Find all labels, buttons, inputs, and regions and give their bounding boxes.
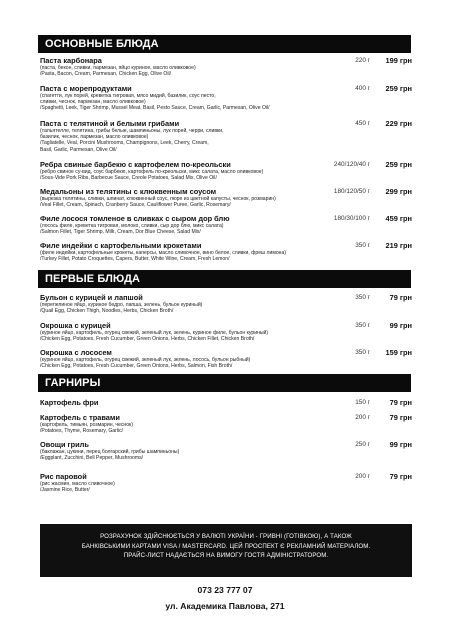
dish-desc-ru: (рис жасмин, масло сливочное): [40, 481, 115, 487]
dish-name: Паста карбонара: [40, 56, 102, 65]
dish-desc-en: /Tagliatelle, Veal, Porcini Mushrooms, Champignons, Leek, Cherry, Cream,: [40, 140, 209, 147]
dish-desc-en: /Chicken Egg, Potatoes, Fresh Cucumber, Green Onions, Herbs, Salmon, Fish Broth/: [40, 363, 233, 370]
menu-item: [40, 187, 412, 208]
dish-name: Паста с морепродуктами: [40, 84, 132, 93]
dish-desc-ru: (куриное яйцо, картофель, огурец свежий, зеленый лук, зелень, куриное филе, бульон куриный): [40, 330, 269, 336]
dish-weight: 200 г: [355, 414, 370, 421]
dish-name: Картофель фри: [40, 398, 99, 407]
dish-desc-ru: (перепелиное яйцо, куриное бедро, лапша, зелень, бульон куриный): [40, 302, 203, 308]
dish-desc-ru: (вырезка телятины, сливки, шпинат, клюквенный соус, пюре из цветной капусты, чеснок, розмарин): [40, 196, 276, 202]
dish-weight: 200 г: [355, 473, 370, 480]
menu-item: [40, 241, 412, 262]
dish-name: Филе лосося томленое в сливках с сыром дор блю: [40, 214, 230, 223]
menu-item: [40, 413, 412, 434]
dish-desc-en: /Quail Egg, Chicken Thigh, Noodles, Herbs, Chicken Broth/: [40, 308, 174, 315]
dish-weight: 400 г: [355, 85, 370, 92]
dish-weight: 350 г: [355, 294, 370, 301]
dish-price: 99 грн: [389, 440, 412, 449]
menu-item: [40, 348, 412, 369]
dish-price: 99 грн: [389, 321, 412, 330]
menu-item: [40, 440, 412, 461]
dish-desc-ru: (куриное яйцо, картофель, огурец свежий, зеленый лук, зелень, лосось, бульон рыбный): [40, 357, 251, 363]
dish-price: 459 грн: [385, 214, 412, 223]
dish-desc-ru: (паста, бекон, сливки, пармезан, яйцо куриное, масло оливковое): [40, 65, 196, 71]
dish-name: Паста с телятиной и белыми грибами: [40, 119, 180, 128]
dish-name: Картофель с травами: [40, 413, 120, 422]
dish-weight: 220 г: [355, 57, 370, 64]
dish-price: 79 грн: [389, 293, 412, 302]
dish-name: Ребра свиные барбекю с картофелем по-креольски: [40, 160, 231, 169]
dish-price: 299 грн: [385, 187, 412, 196]
menu-item: [40, 293, 412, 314]
dish-name: Рис паровой: [40, 472, 87, 481]
dish-desc-en: /Potatoes, Thyme, Rosemary, Garlic/: [40, 428, 124, 435]
menu-item: [40, 160, 412, 181]
dish-name: Овощи гриль: [40, 440, 89, 449]
dish-desc-ru: (тальятелле, телятина, грибы белые, шампиньоны, лук порей, черри, сливки,: [40, 128, 224, 134]
dish-name: Окрошка с курицей: [40, 321, 111, 330]
dish-desc-en: Basil, Garlic, Parmesan, Olive Oil/: [40, 146, 117, 153]
dish-weight: 350 г: [355, 349, 370, 356]
dish-desc-ru: (лосось филе, креветка тигровая, молоко, сливки, сыр дор блю, микс салата): [40, 223, 224, 229]
dish-desc-en: /Turkey Fillet, Potato Croquettes, Capers, Butter, White Wine, Cream, Fresh Lemon/: [40, 256, 230, 263]
dish-desc-ru: (баклажан, цукини, перец болгарский, грибы шампиньоны): [40, 449, 180, 455]
dish-price: 259 грн: [385, 84, 412, 93]
phone-number[interactable]: 073 23 777 07: [197, 585, 253, 595]
dish-name: Окрошка с лососем: [40, 348, 112, 357]
dish-name: Бульон с курицей и лапшой: [40, 293, 143, 302]
dish-name: Медальоны из телятины с клюквенным соусом: [40, 187, 217, 196]
dish-weight: 150 г: [355, 399, 370, 406]
dish-desc-en: /Jasmine Rice, Butter/: [40, 487, 90, 494]
menu-item: [40, 472, 412, 493]
menu-item: [40, 56, 412, 77]
notice-line: РОЗРАХУНОК ЗДІЙСНЮЄТЬСЯ У ВАЛЮТІ УКРАЇНИ - ГРИВНІ (ГОТІВКОЮ), А ТАКОЖ: [100, 533, 352, 540]
dish-desc-ru: (картофель, тимьян, розмарин, чеснок): [40, 422, 133, 428]
dish-price: 79 грн: [389, 472, 412, 481]
payment-notice: [40, 524, 412, 577]
address: ул. Академика Павлова, 271: [165, 601, 285, 611]
dish-price: 219 грн: [385, 241, 412, 250]
dish-desc-en: /Eggplant, Zucchini, Bell Pepper, Mushrooms/: [40, 455, 144, 462]
menu-item: [40, 119, 412, 153]
dish-weight: 180/30/100 г: [333, 215, 370, 222]
dish-desc-en: /Sous-Vide Pork Ribs, Barbecue Sauce, Creole Potatoes, Salad Mix, Olive Oil/: [40, 175, 217, 182]
dish-price: 79 грн: [389, 398, 412, 407]
menu-item: [40, 398, 412, 407]
dish-desc-en: /Spaghetti, Leek, Tiger Shrimp, Mussel Meat, Basil, Pesto Sauce, Cream, Garlic, Parmesan, Olive Oil/: [40, 105, 270, 112]
menu-item: [40, 321, 412, 342]
section-header-first-dishes: ПЕРВЫЕ БЛЮДА: [38, 270, 411, 288]
dish-price: 229 грн: [385, 119, 412, 128]
dish-weight: 350 г: [355, 322, 370, 329]
dish-weight: 350 г: [355, 242, 370, 249]
dish-weight: 240/120/40 г: [333, 161, 370, 168]
dish-name: Филе индейки с картофельными крокетами: [40, 241, 202, 250]
dish-weight: 450 г: [355, 120, 370, 127]
menu-item: [40, 214, 412, 235]
dish-desc-ru: сливки, чеснок, пармезан, масло оливковое): [40, 99, 146, 106]
dish-desc-ru: базилик, чеснок, пармезан, масло оливковое): [40, 134, 149, 141]
dish-desc-ru: (филе индейки, картофельные крокеты, каперсы, масло сливочное, вино белое, сливки, фреш лимона): [40, 250, 287, 256]
notice-line: ПРАЙС-ЛИСТ НАДАЄТЬСЯ НА ВИМОГУ ГОСТЯ АДМІНІСТРАТОРОМ.: [123, 552, 329, 559]
dish-desc-en: /Veal Fillet, Cream, Spinach, Cranberry Sauce, Cauliflower Puree, Garlic, Rosemary/: [40, 202, 231, 209]
dish-desc-en: /Salmon Fillet, Tiger Shrimp, Milk, Cream, Dor Blue Cheese, Salad Mix/: [40, 229, 201, 236]
notice-line: БАНКІВСЬКИМИ КАРТАМИ VISA / MASTERCARD. ЦЕЙ ПРОСПЕКТ Є РЕКЛАМНИЙ МАТЕРІАЛОМ.: [81, 542, 371, 550]
menu-item: [40, 84, 412, 112]
dish-price: 79 грн: [389, 413, 412, 422]
dish-desc-ru: (спагетти, лук порей, креветка тигровая, мясо мидий, базилик, соус песто,: [40, 93, 216, 99]
dish-price: 159 грн: [385, 348, 412, 357]
dish-desc-en: /Chicken Egg, Potatoes, Fresh Cucumber, Green Onions, Herbs, Chicken Fillet, Chicken Broth/: [40, 336, 255, 343]
dish-weight: 250 г: [355, 441, 370, 448]
dish-desc-ru: (ребро свиное су-вид, соус барбекю, картофель по-креольски, микс салата, масло оливковое): [40, 169, 264, 175]
section-header-garnishes: ГАРНИРЫ: [38, 374, 411, 392]
dish-price: 199 грн: [385, 56, 412, 65]
dish-weight: 180/120/50 г: [333, 188, 370, 195]
dish-price: 259 грн: [385, 160, 412, 169]
dish-desc-en: /Pasta, Bacon, Cream, Parmesan, Chicken Egg, Olive Oil/: [40, 71, 172, 78]
section-header-main-dishes: ОСНОВНЫЕ БЛЮДА: [38, 35, 411, 53]
